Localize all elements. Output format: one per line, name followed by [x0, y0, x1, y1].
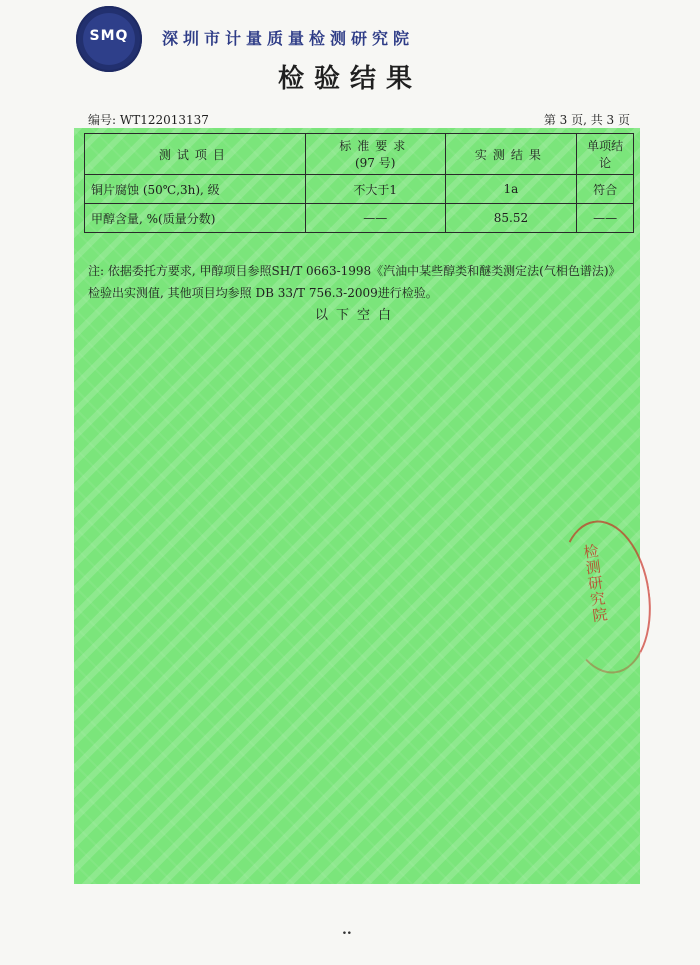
note-line-1: 注: 依据委托方要求, 甲醇项目参照SH/T 0663-1998《汽油中某些醇类和醚类测定法(气相色谱法)》: [88, 264, 621, 278]
header-standard: [305, 134, 445, 175]
page-indicator: 第 3 页, 共 3 页: [543, 113, 630, 127]
report-number: 编号: WT122013137: [88, 113, 209, 127]
cell-result: 1a: [445, 175, 577, 204]
institute-name: 深圳市计量质量检测研究院: [162, 29, 415, 48]
cell-standard: 不大于1: [305, 175, 445, 204]
logo-text: SMQ: [89, 28, 129, 44]
cell-verdict: ——: [577, 204, 634, 233]
note-line-2: 检验出实测值, 其他项目均参照 DB 33/T 756.3-2009进行检验。: [88, 286, 438, 300]
cell-standard: ——: [305, 204, 445, 233]
test-note: [88, 260, 636, 304]
results-sheet: [74, 128, 640, 884]
table-header-row: [85, 134, 634, 175]
header-test-item: 测试项目: [85, 134, 306, 175]
cell-verdict: 符合: [577, 175, 634, 204]
cell-item: 铜片腐蚀 (50℃,3h), 级: [85, 175, 306, 204]
blank-marker: 以下空白: [314, 308, 399, 323]
results-table: [84, 133, 634, 233]
cell-result: 85.52: [445, 204, 577, 233]
header-result: 实测结果: [445, 134, 577, 175]
cell-item: 甲醇含量, %(质量分数): [85, 204, 306, 233]
header-standard-line1: 标准要求: [339, 139, 412, 153]
seal-text: 检测研究院: [580, 542, 610, 625]
footer-marks: ..: [342, 922, 352, 938]
header-verdict: 单项结论: [577, 134, 634, 175]
page-title: 检验结果: [277, 64, 422, 94]
table-row: [85, 175, 634, 204]
table-row: [85, 204, 634, 233]
header-standard-line2: (97 号): [354, 156, 396, 170]
